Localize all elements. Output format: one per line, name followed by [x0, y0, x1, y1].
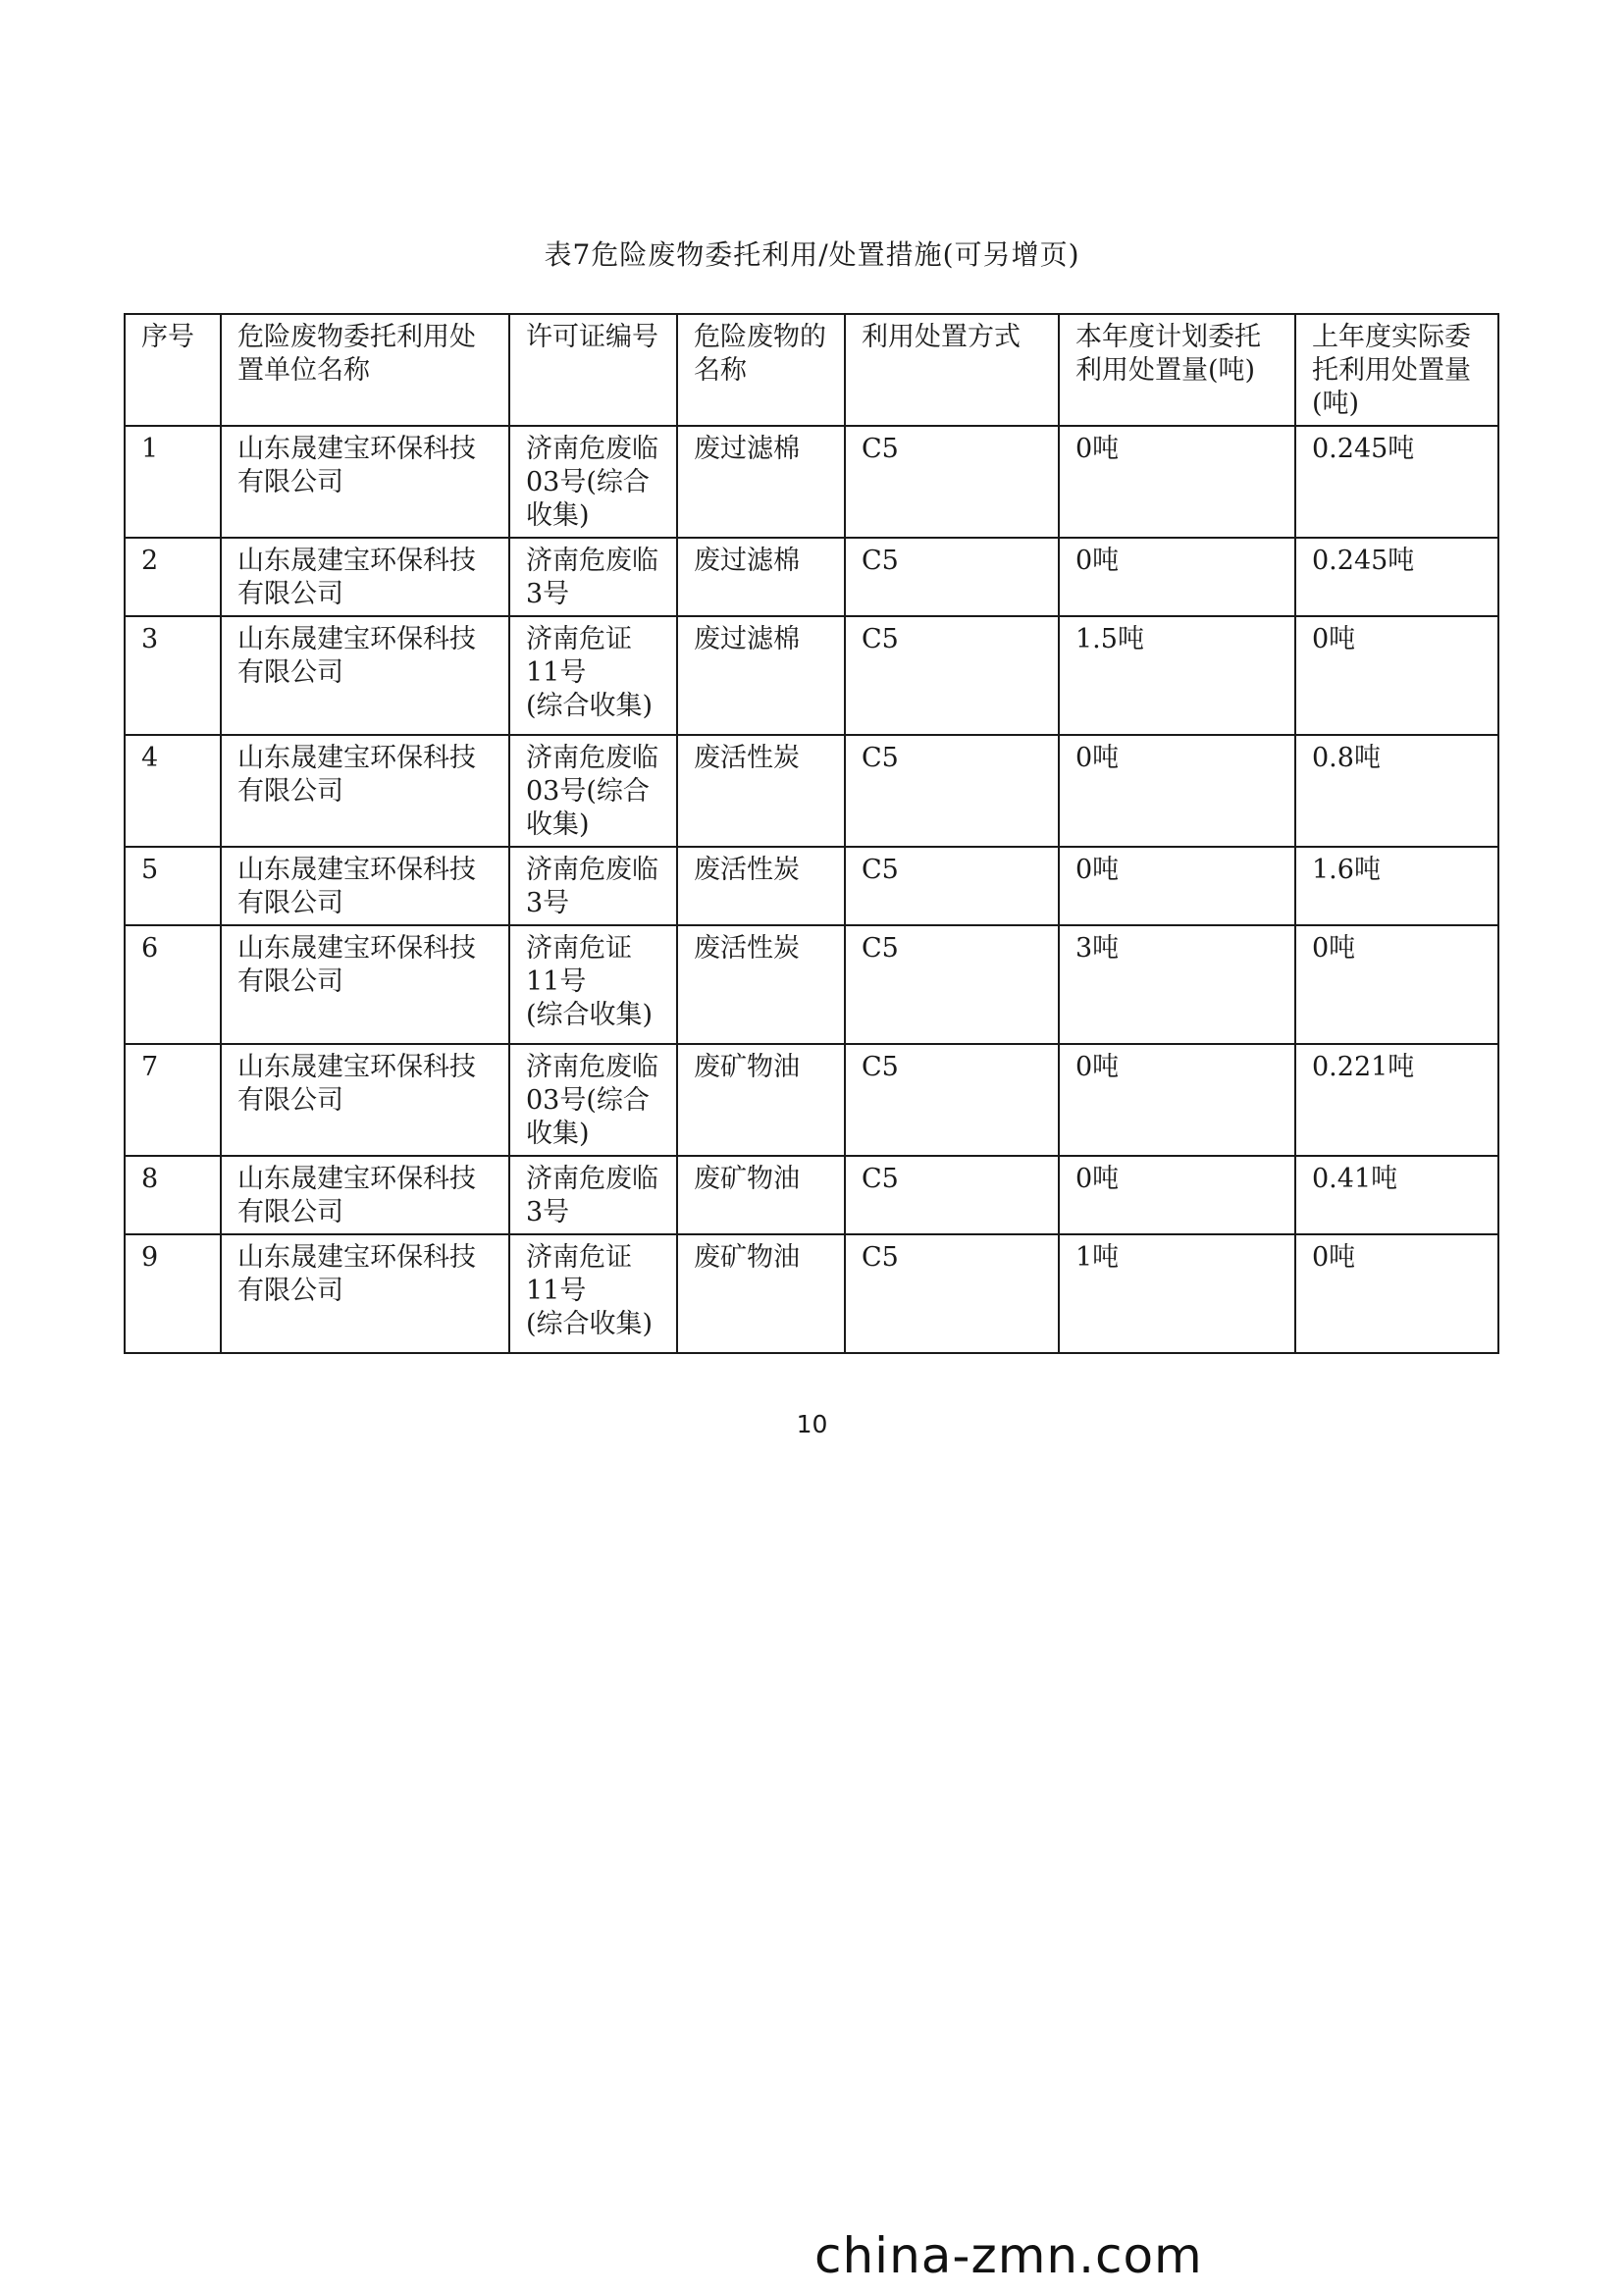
cell-disposal-method: C5: [845, 1234, 1059, 1353]
cell-disposal-unit: 山东晟建宝环保科技有限公司: [221, 538, 509, 616]
cell-license-no: 济南危证11号 (综合收集): [509, 1234, 677, 1353]
cell-disposal-method: C5: [845, 1044, 1059, 1156]
cell-planned-amount: 1吨: [1059, 1234, 1295, 1353]
cell-waste-name: 废过滤棉: [677, 538, 845, 616]
table-row: [125, 616, 1498, 735]
cell-disposal-method: C5: [845, 1156, 1059, 1234]
header-actual-amount: 上年度实际委托利用处置量(吨): [1295, 314, 1498, 426]
cell-actual-amount: 0吨: [1295, 925, 1498, 1044]
cell-actual-amount: 1.6吨: [1295, 847, 1498, 925]
cell-serial-no: 8: [125, 1156, 221, 1234]
cell-planned-amount: 0吨: [1059, 735, 1295, 847]
page-number: 10: [796, 1410, 828, 1438]
cell-serial-no: 7: [125, 1044, 221, 1156]
cell-license-no: 济南危证11号 (综合收集): [509, 616, 677, 735]
table-row: [125, 925, 1498, 1044]
cell-disposal-method: C5: [845, 538, 1059, 616]
cell-license-no: 济南危废临3号: [509, 1156, 677, 1234]
cell-disposal-method: C5: [845, 735, 1059, 847]
cell-actual-amount: 0.245吨: [1295, 538, 1498, 616]
table-row: [125, 847, 1498, 925]
cell-waste-name: 废活性炭: [677, 847, 845, 925]
cell-serial-no: 6: [125, 925, 221, 1044]
table-row: [125, 538, 1498, 616]
cell-license-no: 济南危废临03号(综合收集): [509, 1044, 677, 1156]
cell-disposal-method: C5: [845, 616, 1059, 735]
cell-license-no: 济南危证11号 (综合收集): [509, 925, 677, 1044]
table-row: [125, 426, 1498, 538]
cell-actual-amount: 0.8吨: [1295, 735, 1498, 847]
cell-planned-amount: 3吨: [1059, 925, 1295, 1044]
cell-disposal-unit: 山东晟建宝环保科技有限公司: [221, 735, 509, 847]
header-planned-amount: 本年度计划委托利用处置量(吨): [1059, 314, 1295, 426]
cell-license-no: 济南危废临3号: [509, 847, 677, 925]
cell-disposal-unit: 山东晟建宝环保科技有限公司: [221, 925, 509, 1044]
cell-planned-amount: 0吨: [1059, 1044, 1295, 1156]
cell-waste-name: 废活性炭: [677, 735, 845, 847]
table-row: [125, 1156, 1498, 1234]
cell-license-no: 济南危废临03号(综合收集): [509, 735, 677, 847]
cell-waste-name: 废过滤棉: [677, 616, 845, 735]
cell-waste-name: 废活性炭: [677, 925, 845, 1044]
header-serial-no: 序号: [125, 314, 221, 426]
cell-serial-no: 1: [125, 426, 221, 538]
cell-disposal-unit: 山东晟建宝环保科技有限公司: [221, 1234, 509, 1353]
hazardous-waste-disposal-table: [124, 313, 1499, 1354]
cell-disposal-unit: 山东晟建宝环保科技有限公司: [221, 426, 509, 538]
site-watermark: china-zmn.com: [814, 2227, 1203, 2284]
header-disposal-method: 利用处置方式: [845, 314, 1059, 426]
cell-actual-amount: 0吨: [1295, 1234, 1498, 1353]
table-row: [125, 1234, 1498, 1353]
header-disposal-unit: 危险废物委托利用处置单位名称: [221, 314, 509, 426]
cell-serial-no: 9: [125, 1234, 221, 1353]
cell-waste-name: 废矿物油: [677, 1156, 845, 1234]
cell-planned-amount: 0吨: [1059, 1156, 1295, 1234]
cell-disposal-method: C5: [845, 925, 1059, 1044]
cell-disposal-unit: 山东晟建宝环保科技有限公司: [221, 1044, 509, 1156]
header-waste-name: 危险废物的名称: [677, 314, 845, 426]
cell-waste-name: 废矿物油: [677, 1234, 845, 1353]
cell-disposal-unit: 山东晟建宝环保科技有限公司: [221, 616, 509, 735]
table-row: [125, 1044, 1498, 1156]
cell-disposal-method: C5: [845, 426, 1059, 538]
cell-disposal-unit: 山东晟建宝环保科技有限公司: [221, 847, 509, 925]
cell-serial-no: 2: [125, 538, 221, 616]
cell-disposal-method: C5: [845, 847, 1059, 925]
cell-serial-no: 3: [125, 616, 221, 735]
cell-actual-amount: 0.221吨: [1295, 1044, 1498, 1156]
cell-waste-name: 废过滤棉: [677, 426, 845, 538]
cell-planned-amount: 0吨: [1059, 538, 1295, 616]
cell-actual-amount: 0.245吨: [1295, 426, 1498, 538]
cell-actual-amount: 0吨: [1295, 616, 1498, 735]
cell-license-no: 济南危废临3号: [509, 538, 677, 616]
header-license-no: 许可证编号: [509, 314, 677, 426]
table-header-row: [125, 314, 1498, 426]
table-title: 表7危险废物委托利用/处置措施(可另增页): [544, 238, 1080, 271]
cell-serial-no: 4: [125, 735, 221, 847]
cell-serial-no: 5: [125, 847, 221, 925]
cell-actual-amount: 0.41吨: [1295, 1156, 1498, 1234]
cell-planned-amount: 0吨: [1059, 847, 1295, 925]
cell-license-no: 济南危废临03号(综合收集): [509, 426, 677, 538]
cell-planned-amount: 1.5吨: [1059, 616, 1295, 735]
cell-disposal-unit: 山东晟建宝环保科技有限公司: [221, 1156, 509, 1234]
cell-waste-name: 废矿物油: [677, 1044, 845, 1156]
cell-planned-amount: 0吨: [1059, 426, 1295, 538]
table-row: [125, 735, 1498, 847]
